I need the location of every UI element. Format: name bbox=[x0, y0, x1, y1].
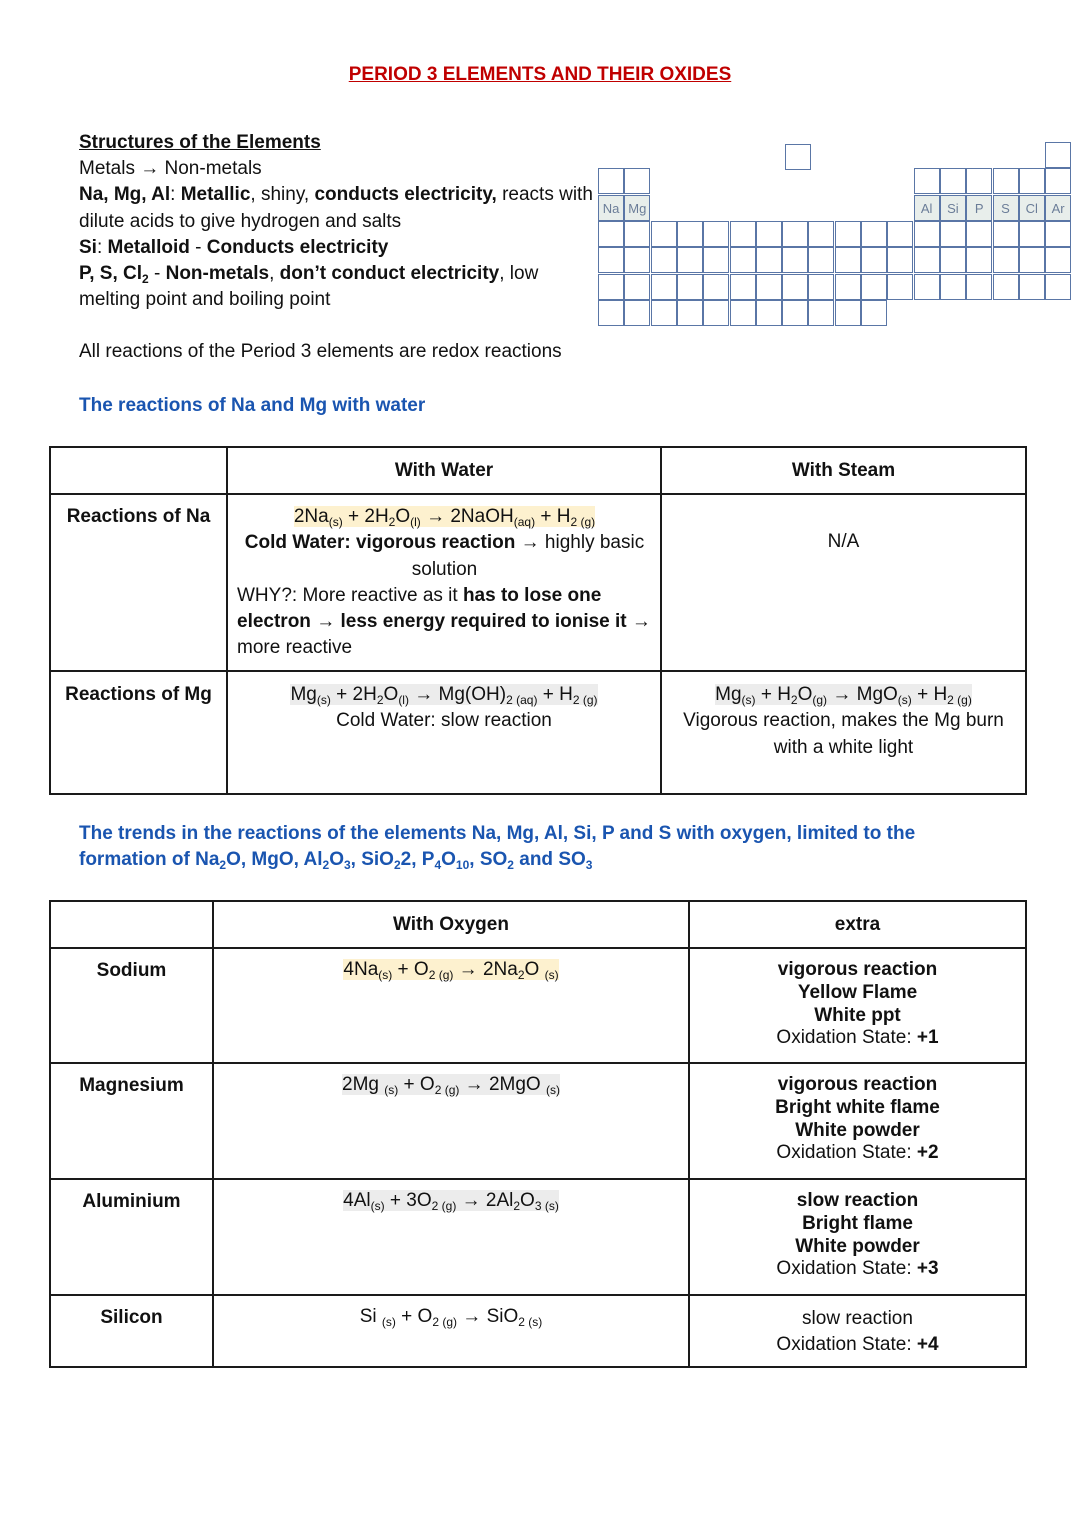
header-empty bbox=[50, 901, 213, 948]
element-cell bbox=[887, 274, 913, 300]
metals-description: Na, Mg, Al: Metallic, shiny, conducts electricity, reacts with dilute acids to give hydrogen and salts bbox=[79, 184, 593, 232]
redox-note: All reactions of the Period 3 elements are redox reactions bbox=[79, 341, 562, 363]
element-cell-p: P bbox=[966, 195, 992, 221]
element-cell bbox=[651, 274, 677, 300]
element-cell bbox=[808, 300, 834, 326]
element-cell bbox=[808, 247, 834, 273]
structures-heading: Structures of the Elements bbox=[79, 132, 321, 153]
element-cell-al: Al bbox=[914, 195, 940, 221]
sodium-oxygen-equation: $4Na_{(s)} + O_{2 (g)} \to 2Na_2O$ $_{(s)}$ bbox=[213, 948, 689, 1063]
water-section-heading: The reactions of Na and Mg with water bbox=[79, 395, 426, 416]
element-cell bbox=[598, 221, 624, 247]
element-cell bbox=[993, 274, 1019, 300]
element-cell bbox=[782, 300, 808, 326]
header-empty bbox=[50, 447, 227, 494]
element-cell-ar: Ar bbox=[1045, 195, 1071, 221]
mg-steam-observation: Vigorous reaction, makes the Mg burn with a white light bbox=[683, 710, 1004, 758]
element-cell bbox=[624, 221, 650, 247]
element-cell bbox=[730, 300, 756, 326]
header-with-steam: With Steam bbox=[661, 447, 1026, 494]
element-cell bbox=[861, 274, 887, 300]
element-cell bbox=[730, 221, 756, 247]
page-title: PERIOD 3 ELEMENTS AND THEIR OXIDES bbox=[348, 64, 732, 85]
silicon-extra: slow reaction Oxidation State: +4 bbox=[689, 1295, 1026, 1367]
element-cell bbox=[861, 247, 887, 273]
aluminium-oxygen-equation: $4Al_{(s)} + 3O_{2 (g)} \to 2Al_2O_{3 (s)}$ bbox=[213, 1179, 689, 1295]
mg-steam-cell bbox=[661, 671, 1026, 794]
element-cell bbox=[914, 274, 940, 300]
element-cell bbox=[966, 221, 992, 247]
element-cell bbox=[756, 300, 782, 326]
element-cell bbox=[756, 274, 782, 300]
element-cell bbox=[677, 274, 703, 300]
element-cell bbox=[1019, 247, 1045, 273]
element-cell bbox=[861, 221, 887, 247]
element-cell bbox=[835, 221, 861, 247]
element-cell bbox=[835, 274, 861, 300]
element-cell-na: Na bbox=[598, 195, 624, 221]
element-cell bbox=[677, 300, 703, 326]
element-cell bbox=[993, 247, 1019, 273]
element-cell bbox=[730, 247, 756, 273]
element-cell bbox=[651, 247, 677, 273]
row-label-na: Reactions of Na bbox=[50, 494, 227, 671]
element-cell bbox=[993, 168, 1019, 194]
aluminium-extra: slow reaction Bright flame White powder Oxidation State: +3 bbox=[689, 1179, 1026, 1295]
element-cell bbox=[651, 300, 677, 326]
element-cell bbox=[1045, 168, 1071, 194]
silicon-oxygen-equation: Si $_{(s)} + O_{2 (g)} \to SiO_{2 (s)}$ bbox=[213, 1295, 689, 1367]
element-cell bbox=[703, 274, 729, 300]
table-row bbox=[50, 671, 1026, 794]
element-cell bbox=[1045, 247, 1071, 273]
element-cell-s: S bbox=[993, 195, 1019, 221]
element-cell bbox=[598, 168, 624, 194]
element-cell bbox=[914, 221, 940, 247]
element-cell bbox=[1019, 221, 1045, 247]
element-cell bbox=[598, 247, 624, 273]
element-cell bbox=[782, 247, 808, 273]
oxygen-section-heading: The trends in the reactions of the elements Na, Mg, Al, Si, P and S with oxygen, limited to the formation of $Na_2O$, MgO, $Al_2O_3$, SiO$_2$2, $P_4O_{10}$, $SO_2$ and $SO_3$ bbox=[79, 823, 916, 872]
element-cell bbox=[624, 168, 650, 194]
element-cell bbox=[703, 247, 729, 273]
row-label-aluminium: Aluminium bbox=[50, 1179, 213, 1295]
element-cell bbox=[808, 221, 834, 247]
element-cell bbox=[966, 168, 992, 194]
element-cell-mg: Mg bbox=[624, 195, 650, 221]
na-water-observation: Cold Water: vigorous reaction → highly basic solution bbox=[244, 532, 645, 580]
element-cell bbox=[835, 247, 861, 273]
magnesium-extra: vigorous reaction Bright white flame White powder Oxidation State: +2 bbox=[689, 1063, 1026, 1179]
element-cell bbox=[1019, 168, 1045, 194]
na-steam-cell: N/A bbox=[661, 494, 1026, 671]
element-cell-cl: Cl bbox=[1019, 195, 1045, 221]
magnesium-oxygen-equation: 2Mg $_{(s)} + O_{2 (g)} \to 2MgO$ $_{(s)}$ bbox=[213, 1063, 689, 1179]
element-cell bbox=[940, 247, 966, 273]
element-cell bbox=[651, 221, 677, 247]
silicon-description: Si: Metalloid - Conducts electricity bbox=[79, 236, 389, 258]
element-cell bbox=[782, 274, 808, 300]
oxidation-state: Oxidation State: +2 bbox=[776, 1142, 939, 1164]
table-row bbox=[50, 1063, 1026, 1179]
element-cell bbox=[940, 221, 966, 247]
table-row bbox=[50, 1295, 1026, 1367]
element-cell bbox=[887, 247, 913, 273]
nonmetals-description: P, S, $Cl_2$ - Non-metals, don’t conduct electricity, low melting point and boiling point bbox=[79, 263, 539, 311]
row-label-sodium: Sodium bbox=[50, 948, 213, 1063]
element-cell bbox=[756, 221, 782, 247]
row-label-mg: Reactions of Mg bbox=[50, 671, 227, 794]
element-cell bbox=[966, 274, 992, 300]
element-cell bbox=[1045, 274, 1071, 300]
element-cell bbox=[940, 274, 966, 300]
row-label-silicon: Silicon bbox=[50, 1295, 213, 1367]
element-cell bbox=[677, 221, 703, 247]
header-with-water: With Water bbox=[227, 447, 661, 494]
sodium-extra: vigorous reaction Yellow Flame White ppt Oxidation State: +1 bbox=[689, 948, 1026, 1063]
structures-section bbox=[79, 130, 599, 366]
element-cell bbox=[598, 300, 624, 326]
element-cell bbox=[835, 300, 861, 326]
na-why-explanation: WHY?: More reactive as it has to lose one electron → less energy required to ionise it → more reactive bbox=[237, 584, 651, 659]
header-with-oxygen: With Oxygen bbox=[213, 901, 689, 948]
element-cell bbox=[677, 247, 703, 273]
element-cell-si: Si bbox=[940, 195, 966, 221]
table-header-row bbox=[50, 447, 1026, 494]
table-row bbox=[50, 494, 1026, 671]
element-cell bbox=[1019, 274, 1045, 300]
element-cell bbox=[861, 300, 887, 326]
oxygen-reactions-table bbox=[49, 900, 1027, 1368]
element-cell bbox=[598, 274, 624, 300]
element-cell bbox=[1045, 142, 1071, 168]
element-cell bbox=[940, 168, 966, 194]
row-label-magnesium: Magnesium bbox=[50, 1063, 213, 1179]
element-cell bbox=[914, 168, 940, 194]
header-extra: extra bbox=[689, 901, 1026, 948]
element-cell bbox=[624, 300, 650, 326]
oxidation-state: Oxidation State: +1 bbox=[776, 1027, 939, 1049]
element-cell bbox=[966, 247, 992, 273]
table-row bbox=[50, 1179, 1026, 1295]
element-cell bbox=[756, 247, 782, 273]
element-cell-h bbox=[785, 144, 811, 170]
element-cell bbox=[993, 221, 1019, 247]
element-cell bbox=[808, 274, 834, 300]
mg-water-equation: $Mg_{(s)} + 2H_2O_{(l)} \to Mg(OH)_{2 (aq)} + H_{2 (g)}$ bbox=[290, 684, 598, 707]
element-cell bbox=[887, 221, 913, 247]
na-water-cell bbox=[227, 494, 661, 671]
na-water-equation: $2Na_{(s)} + 2H_2O_{(l)}$ → 2NaOH$_{(aq)}$ + $H_{2 (g)}$ bbox=[293, 506, 596, 529]
element-cell bbox=[703, 221, 729, 247]
table-header-row bbox=[50, 901, 1026, 948]
element-cell bbox=[730, 274, 756, 300]
element-cell bbox=[624, 274, 650, 300]
oxidation-state: Oxidation State: +3 bbox=[776, 1258, 939, 1280]
element-cell bbox=[703, 300, 729, 326]
table-row bbox=[50, 948, 1026, 1063]
mg-steam-equation: $Mg_{(s)} + H_2O_{(g)} \to MgO_{(s)} + H_{2 (g)}$ bbox=[715, 684, 972, 707]
element-cell bbox=[1045, 221, 1071, 247]
mg-water-observation: Cold Water: slow reaction bbox=[336, 710, 552, 732]
metals-to-nonmetals: Metals → Non-metals bbox=[79, 158, 262, 180]
element-cell bbox=[624, 247, 650, 273]
element-cell bbox=[914, 247, 940, 273]
element-cell bbox=[782, 221, 808, 247]
water-reactions-table bbox=[49, 446, 1027, 795]
mg-water-cell bbox=[227, 671, 661, 794]
oxidation-state: Oxidation State: +4 bbox=[776, 1334, 939, 1355]
